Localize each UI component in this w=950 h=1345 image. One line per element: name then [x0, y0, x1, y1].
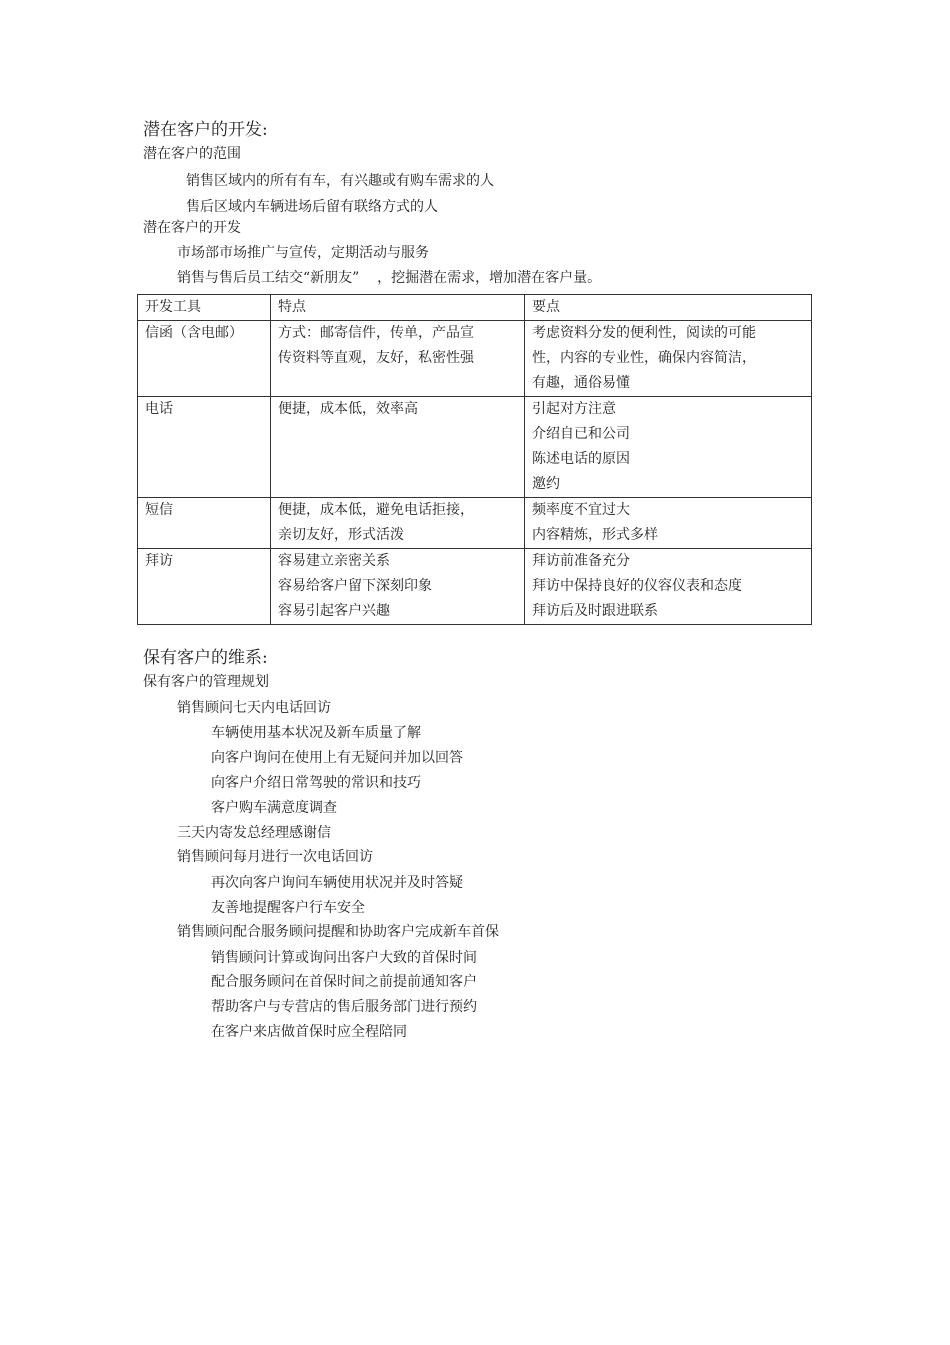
point-line: 内容精炼，形式多样 — [532, 527, 658, 543]
point-line: 拜访前准备充分 — [532, 553, 630, 569]
plan-group-label: 销售顾问每月进行一次电话回访 — [177, 849, 373, 865]
plan-item: 销售顾问计算或询问出客户大致的首保时间 — [211, 950, 477, 966]
dev-item: 销售与售后员工结交“新朋友” ，挖掘潜在需求，增加潜在客户量。 — [177, 270, 602, 286]
header-features: 特点 — [271, 295, 525, 321]
section-title-retained-customers: 保有客户的维系: — [143, 648, 268, 668]
plan-item: 帮助客户与专营店的售后服务部门进行预约 — [211, 999, 477, 1015]
header-tool: 开发工具 — [138, 295, 271, 321]
scope-item: 销售区域内的所有有车，有兴趣或有购车需求的人 — [186, 173, 494, 189]
row-points — [525, 321, 812, 397]
table-row — [138, 321, 812, 397]
section-title-potential-customers: 潜在客户的开发: — [143, 120, 268, 140]
row-features — [271, 321, 525, 397]
row-tool: 短信 — [138, 498, 271, 549]
heading-potential-scope: 潜在客户的范围 — [143, 146, 241, 162]
scope-item: 售后区域内车辆进场后留有联络方式的人 — [186, 199, 438, 215]
plan-item: 友善地提醒客户行车安全 — [211, 900, 365, 916]
plan-item: 向客户询问在使用上有无疑问并加以回答 — [211, 750, 463, 766]
feature-line: 便捷，成本低，避免电话拒接， — [278, 502, 474, 518]
dev-item: 市场部市场推广与宣传，定期活动与服务 — [177, 245, 429, 261]
plan-item: 向客户介绍日常驾驶的常识和技巧 — [211, 775, 421, 791]
point-line: 有趣，通俗易懂 — [532, 375, 630, 391]
plan-item: 再次向客户询问车辆使用状况并及时答疑 — [211, 875, 463, 891]
table-header-row — [138, 295, 812, 321]
point-line: 介绍自已和公司 — [532, 426, 630, 442]
row-tool: 信函（含电邮） — [138, 321, 271, 397]
header-points: 要点 — [525, 295, 812, 321]
dev-tools-table — [137, 294, 812, 625]
point-line: 考虑资料分发的便利性，阅读的可能 — [532, 325, 756, 341]
point-line: 拜访中保持良好的仪容仪表和态度 — [532, 578, 742, 594]
point-line: 引起对方注意 — [532, 401, 616, 417]
feature-line: 亲切友好，形式活泼 — [278, 527, 404, 543]
feature-line: 容易建立亲密关系 — [278, 553, 390, 569]
heading-potential-dev: 潜在客户的开发 — [143, 220, 241, 236]
row-tool: 拜访 — [138, 549, 271, 625]
point-line: 拜访后及时跟进联系 — [532, 603, 658, 619]
plan-item: 在客户来店做首保时应全程陪同 — [211, 1024, 407, 1040]
row-points — [525, 549, 812, 625]
feature-line: 容易给客户留下深刻印象 — [278, 578, 432, 594]
point-line: 陈述电话的原因 — [532, 451, 630, 467]
row-points — [525, 498, 812, 549]
heading-management-plan: 保有客户的管理规划 — [143, 674, 269, 690]
row-features — [271, 498, 525, 549]
table-row — [138, 549, 812, 625]
row-tool: 电话 — [138, 397, 271, 498]
plan-item: 车辆使用基本状况及新车质量了解 — [211, 725, 421, 741]
row-features — [271, 549, 525, 625]
plan-group-label: 三天内寄发总经理感谢信 — [177, 825, 331, 841]
row-features — [271, 397, 525, 498]
point-line: 性，内容的专业性，确保内容简洁， — [532, 350, 756, 366]
row-points — [525, 397, 812, 498]
plan-item: 配合服务顾问在首保时间之前提前通知客户 — [211, 974, 477, 990]
plan-group-label: 销售顾问配合服务顾问提醒和协助客户完成新车首保 — [177, 924, 499, 940]
plan-item: 客户购车满意度调查 — [211, 800, 337, 816]
plan-group-label: 销售顾问七天内电话回访 — [177, 700, 331, 716]
table-row — [138, 498, 812, 549]
feature-line: 容易引起客户兴趣 — [278, 603, 390, 619]
feature-line: 便捷，成本低，效率高 — [278, 401, 418, 417]
point-line: 频率度不宜过大 — [532, 502, 630, 518]
feature-line: 方式：邮寄信件，传单，产品宣 — [278, 325, 474, 341]
feature-line: 传资料等直观，友好，私密性强 — [278, 350, 474, 366]
table-row — [138, 397, 812, 498]
point-line: 邀约 — [532, 476, 560, 492]
